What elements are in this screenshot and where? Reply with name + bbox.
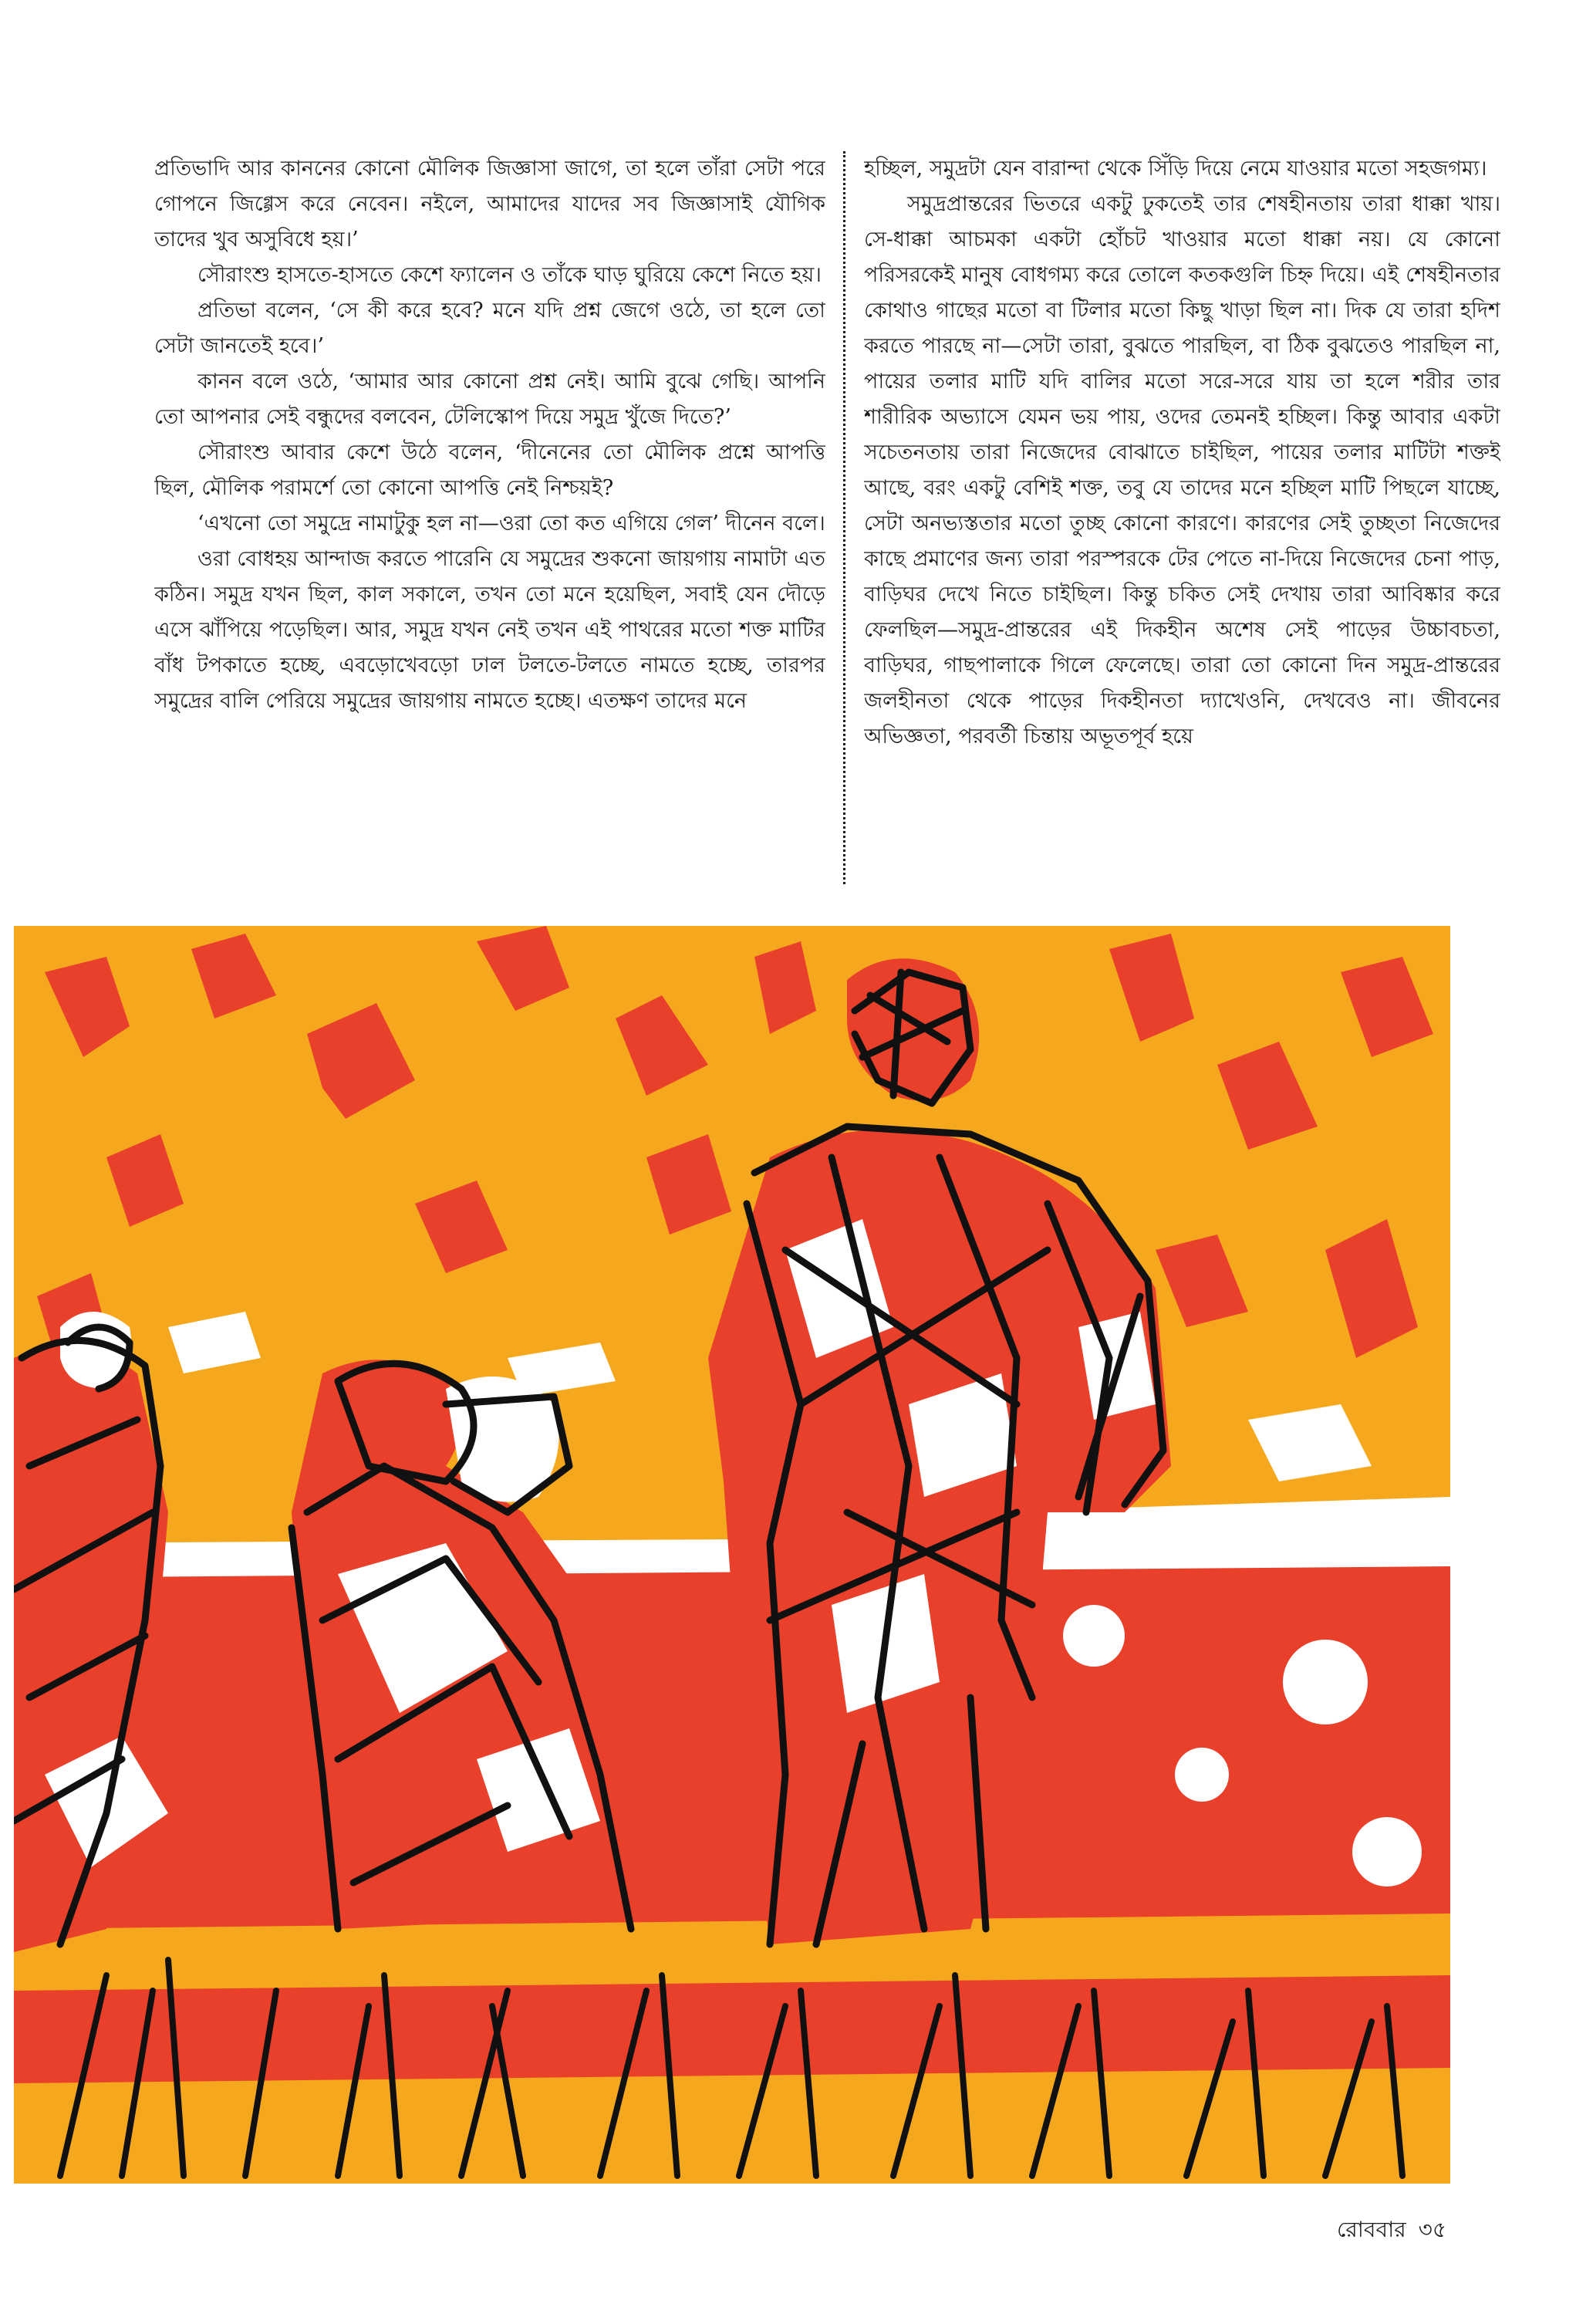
story-illustration [14,926,1450,2184]
paragraph: প্রতিভাদি আর কাননের কোনো মৌলিক জিজ্ঞাসা জাগে, তা হলে তাঁরা সেটা পরে গোপনে জিগ্গেস করে নেবেন। নইলে, আমাদের যাদের সব জিজ্ঞাসাই যৌগিক তাদের খুব অসুবিধে হয়।’ [154,157,825,252]
paragraph: হচ্ছিল, সমুদ্রটা যেন বারান্দা থেকে সিঁড়ি দিয়ে নেমে যাওয়ার মতো সহজগম্য। [864,157,1487,181]
page-number: ৩৫ [1418,2217,1446,2242]
paragraph: ‘এখনো তো সমুদ্রে নামাটুকু হল না—ওরা তো কত এগিয়ে গেল’ দীনেন বলে। [197,512,825,535]
paragraph: ওরা বোধহয় আন্দাজ করতে পারেনি যে সমুদ্রের শুকনো জায়গায় নামাটা এত কঠিন। সমুদ্র যখন ছিল, কাল সকালে, তখন তো মনে হয়েছিল, সবাই যেন দৌড়ে এসে ঝাঁপিয়ে পড়েছিল। আর, সমুদ্র যখন নেই তখন এই পাথরের মতো শক্ত মাটির বাঁধ টপকাতে হচ্ছে, এবড়োখেবড়ো ঢাল টলতে-টলতে নামতে হচ্ছে, তারপর সমুদ্রের বালি পেরিয়ে সমুদ্রের জায়গায় নামতে হচ্ছে। এতক্ষণ তাদের মনে [154,547,825,713]
paragraph: প্রতিভা বলেন, ‘সে কী করে হবে? মনে যদি প্রশ্ন জেগে ওঠে, তা হলে তো সেটা জানতেই হবে।’ [154,299,825,358]
article-column-right [864,151,1500,884]
article-column-left [154,151,825,884]
paragraph: সৌরাংশু আবার কেশে উঠে বলেন, ‘দীনেনের তো মৌলিক প্রশ্নে আপত্তি ছিল, মৌলিক পরামর্শে তো কোনো আপত্তি নেই নিশ্চয়ই? [154,441,825,500]
paragraph: কানন বলে ওঠে, ‘আমার আর কোনো প্রশ্ন নেই। আমি বুঝে গেছি। আপনি তো আপনার সেই বন্ধুদের বলবেন, টেলিস্কোপ দিয়ে সমুদ্র খুঁজে দিতে?’ [154,370,825,429]
column-divider [843,151,845,884]
paragraph: সমুদ্রপ্রান্তরের ভিতরে একটু ঢুকতেই তার শেষহীনতায় তারা ধাক্কা খায়। সে-ধাক্কা আচমকা একটা হোঁচট খাওয়ার মতো ধাক্কা নয়। যে কোনো পরিসরকেই মানুষ বোধগম্য করে তোলে কতকগুলি চিহ্ন দিয়ে। এই শেষহীনতার কোথাও গাছের মতো বা টিলার মতো কিছু খাড়া ছিল না। দিক যে তারা হদিশ করতে পারছে না—সেটা তারা, বুঝতে পারছিল, বা ঠিক বুঝতেও পারছিল না, পায়ের তলার মাটি যদি বালির মতো সরে-সরে যায় তা হলে শরীর তার শারীরিক অভ্যাসে যেমন ভয় পায়, ওদের তেমনই হচ্ছিল। কিন্তু আবার একটা সচেতনতায় তারা নিজেদের বোঝাতে চাইছিল, পায়ের তলার মাটিটা শক্তই আছে, বরং একটু বেশিই শক্ত, তবু যে তাদের মনে হচ্ছিল মাটি পিছলে যাচ্ছে, সেটা অনভ্যস্ততার মতো তুচ্ছ কোনো কারণে। কারণের সেই তুচ্ছতা নিজেদের কাছে প্রমাণের জন্য তারা পরস্পরকে টের পেতে না-দিয়ে নিজেদের চেনা পাড়, বাড়িঘর দেখে নিতে চাইছিল। কিন্তু চকিত সেই দেখায় তারা আবিষ্কার করে ফেলছিল—সমুদ্র-প্রান্তরের এই দিকহীন অশেষ সেই পাড়ের উচ্চাবচতা, বাড়িঘর, গাছপালাকে গিলে ফেলেছে। তারা তো কোনো দিন সমুদ্র-প্রান্তরের জলহীনতা থেকে পাড়ের দিকহীনতা দ্যাখেওনি, দেখবেও না। জীবনের অভিজ্ঞতা, পরবর্তী চিন্তায় অভূতপূর্ব হয়ে [864,192,1500,748]
paragraph: সৌরাংশু হাসতে-হাসতে কেশে ফ্যালেন ও তাঁকে ঘাড় ঘুরিয়ে কেশে নিতে হয়। [197,263,822,287]
page-folio [1337,2213,1446,2249]
bottom-red-band [14,1975,1450,2083]
magazine-name: রোববার [1337,2217,1406,2242]
